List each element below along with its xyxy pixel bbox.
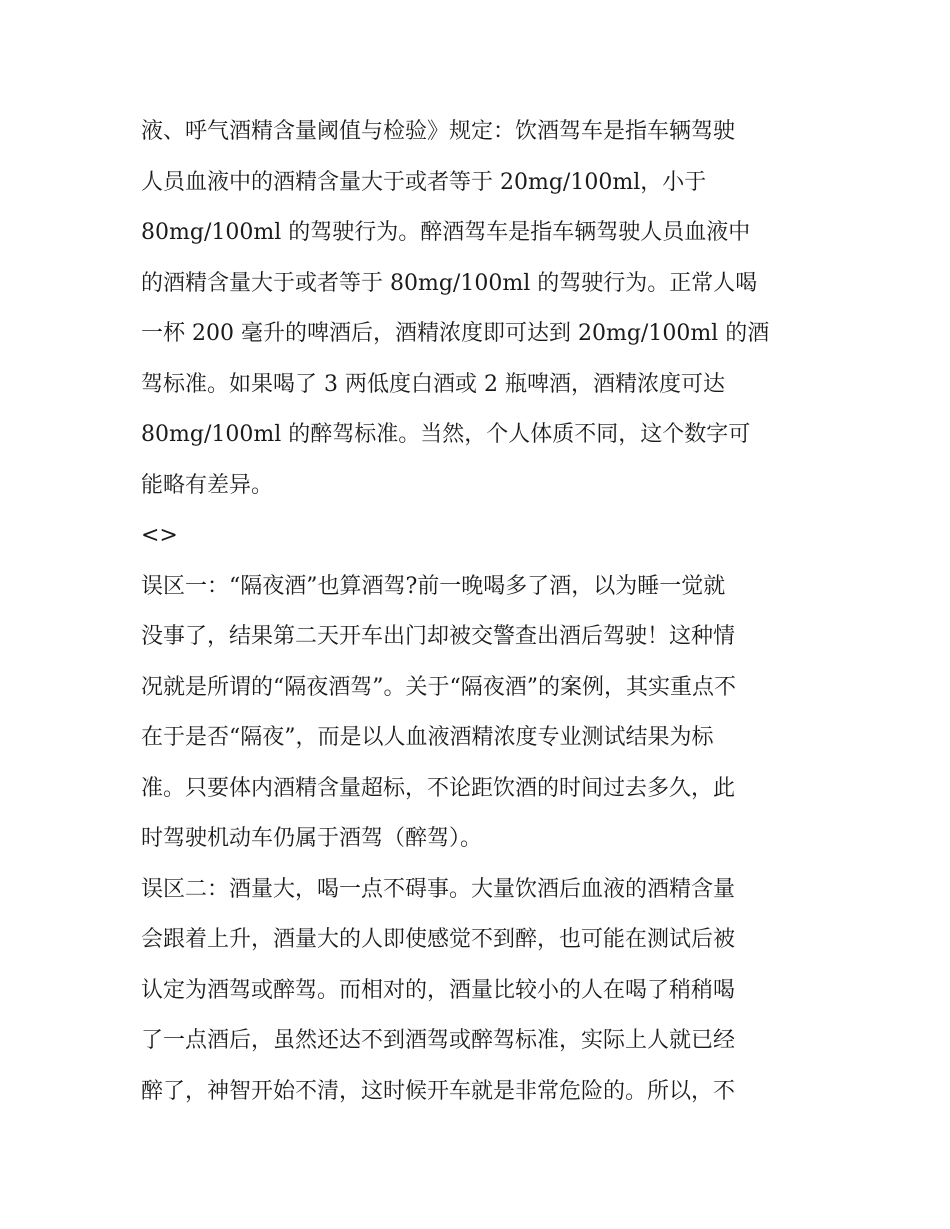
text-line: 况就是所谓的“隔夜酒驾”。关于“隔夜酒”的案例，其实重点不: [141, 674, 736, 700]
text-line: 液、呼气酒精含量阈值与检验》规定：饮酒驾车是指车辆驾驶: [141, 119, 736, 144]
text-line: 醉了，神智开始不清，这时候开车就是非常危险的。所以，不: [141, 1078, 736, 1104]
text-line: 人员血液中的酒精含量大于或者等于 20mg/100ml，小于: [141, 169, 707, 195]
text-line: 没事了，结果第二天开车出门却被交警查出酒后驾驶！这种情: [141, 624, 736, 649]
text-line: 时驾驶机动车仍属于酒驾（醉驾）。: [141, 826, 483, 851]
text-line: 认定为酒驾或醉驾。而相对的，酒量比较小的人在喝了稍稍喝: [141, 977, 736, 1003]
text-line: 能略有差异。: [141, 472, 274, 498]
text-line: <>: [141, 523, 178, 548]
text-line: 80mg/100ml 的醉驾标准。当然，个人体质不同，这个数字可: [141, 422, 751, 447]
text-line: 误区一：“隔夜酒”也算酒驾?前一晚喝多了酒，以为睡一觉就: [141, 573, 726, 599]
body-text: [141, 107, 821, 1117]
text-line: 80mg/100ml 的驾驶行为。醉酒驾车是指车辆驾驶人员血液中: [141, 220, 751, 245]
text-line: 准。只要体内酒精含量超标，不论距饮酒的时间过去多久，此: [141, 775, 736, 801]
text-line: 会跟着上升，酒量大的人即使感觉不到醉，也可能在测试后被: [141, 927, 736, 952]
text-line: 误区二：酒量大，喝一点不碍事。大量饮酒后血液的酒精含量: [141, 876, 736, 902]
text-line: 一杯 200 毫升的啤酒后，酒精浓度即可达到 20mg/100ml 的酒: [141, 321, 770, 346]
text-line: 了一点酒后，虽然还达不到酒驾或醉驾标准，实际上人就已经: [141, 1028, 736, 1053]
text-line: 在于是否“隔夜”，而是以人血液酒精浓度专业测试结果为标: [141, 725, 714, 750]
text-line: 的酒精含量大于或者等于 80mg/100ml 的驾驶行为。正常人喝: [141, 270, 758, 296]
text-line: 驾标准。如果喝了 3 两低度白酒或 2 瓶啤酒，酒精浓度可达: [141, 371, 725, 397]
